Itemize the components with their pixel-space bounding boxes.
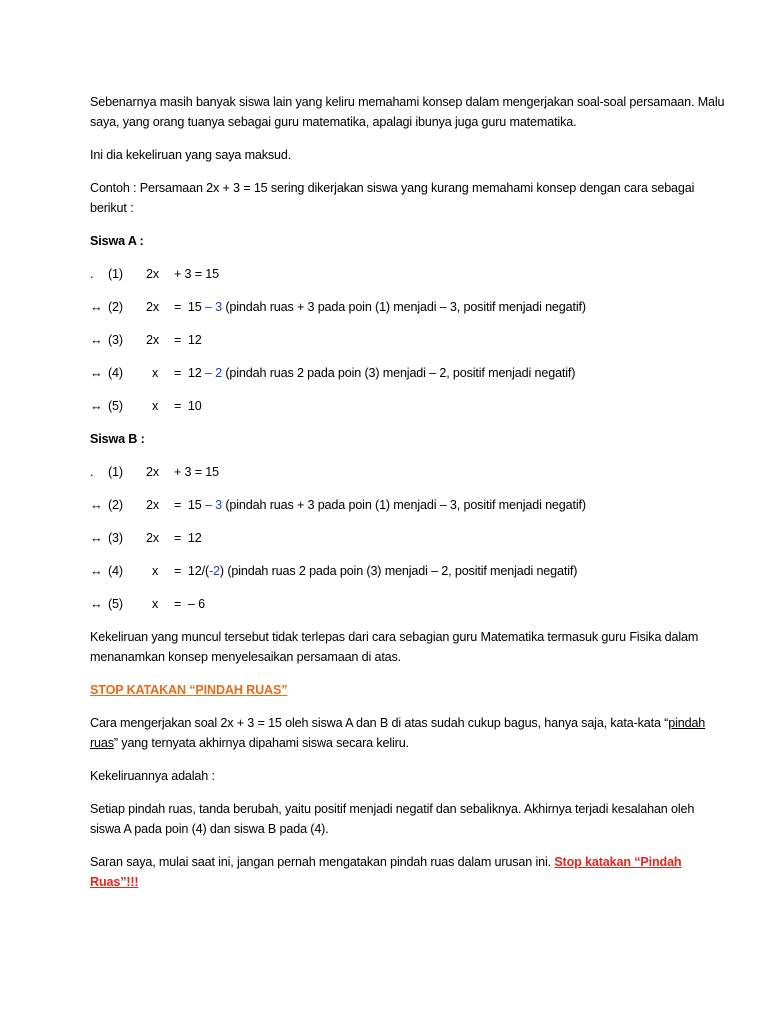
step-lhs: 2x xyxy=(146,465,160,479)
step-rhs: = – 6 xyxy=(174,597,205,611)
step-note: (pindah ruas + 3 pada poin (1) menjadi – 3, positif menjadi negatif) xyxy=(222,498,586,512)
equation-step xyxy=(90,561,728,581)
equivalence-symbol: ↔ xyxy=(90,597,103,611)
error-heading: Kekeliruannya adalah : xyxy=(90,769,215,783)
step-rhs: = 15 xyxy=(174,498,205,512)
step-lhs: x xyxy=(152,366,159,380)
equivalence-symbol: ↔ xyxy=(90,498,103,512)
equivalence-symbol: ↔ xyxy=(90,366,103,380)
step-number: (3) xyxy=(108,333,123,347)
step-lhs: 2x xyxy=(146,333,160,347)
explanation-text-after: ” yang ternyata akhirnya dipahami siswa secara keliru. xyxy=(113,736,409,750)
equation-step xyxy=(90,462,728,482)
step-rhs: + 3 = 15 xyxy=(174,465,220,479)
pindah-ruas-term: pindah ruas xyxy=(90,716,706,750)
siswa-a-steps xyxy=(90,264,728,416)
step-note: ) (pindah ruas 2 pada poin (3) menjadi – 2, positif menjadi negatif) xyxy=(219,564,578,578)
equation-step xyxy=(90,495,728,515)
step-lhs: x xyxy=(152,597,159,611)
step-rhs: + 3 = 15 xyxy=(174,267,220,281)
step-highlight: – 3 xyxy=(204,498,223,512)
explanation-text-before: Cara mengerjakan soal 2x + 3 = 15 oleh siswa A dan B di atas sudah cukup bagus, hanya saja, kata-kata “ xyxy=(90,716,669,730)
step-rhs: = 15 xyxy=(174,300,205,314)
example-paragraph: Contoh : Persamaan 2x + 3 = 15 sering dikerjakan siswa yang kurang memahami konsep dengan cara sebagai berikut : xyxy=(90,181,695,215)
step-note: (pindah ruas + 3 pada poin (1) menjadi – 3, positif menjadi negatif) xyxy=(222,300,586,314)
section-heading: STOP KATAKAN “PINDAH RUAS” xyxy=(90,683,288,697)
step-lhs: x xyxy=(152,399,159,413)
step-rhs: = 12 xyxy=(174,333,202,347)
step-number: (4) xyxy=(108,366,123,380)
siswa-b-label: Siswa B : xyxy=(90,432,145,446)
equivalence-symbol: ↔ xyxy=(90,333,103,347)
siswa-b-steps xyxy=(90,462,728,614)
step-rhs: = 12 xyxy=(174,366,205,380)
equation-step xyxy=(90,297,728,317)
step-number: (5) xyxy=(108,597,123,611)
error-paragraph: Setiap pindah ruas, tanda berubah, yaitu positif menjadi negatif dan sebaliknya. Akhirnya terjadi kesalahan oleh siswa A pada poin (4) dan siswa B pada (4). xyxy=(90,802,695,836)
step-number: (1) xyxy=(108,267,123,281)
advice-text: Saran saya, mulai saat ini, jangan pernah mengatakan pindah ruas dalam urusan ini. xyxy=(90,855,555,869)
step-lhs: 2x xyxy=(146,498,160,512)
step-number: (1) xyxy=(108,465,123,479)
intro-paragraph: Sebenarnya masih banyak siswa lain yang keliru memahami konsep dalam mengerjakan soal-soal persamaan. Malu saya, yang orang tuanya sebagai guru matematika, apalagi ibunya juga guru matematika. xyxy=(90,95,725,129)
equivalence-symbol: . xyxy=(90,465,94,479)
step-number: (4) xyxy=(108,564,123,578)
siswa-a-label: Siswa A : xyxy=(90,234,144,248)
explanation-paragraph xyxy=(90,713,728,753)
intro-statement: Ini dia kekeliruan yang saya maksud. xyxy=(90,148,292,162)
equivalence-symbol: ↔ xyxy=(90,531,103,545)
equivalence-symbol: ↔ xyxy=(90,564,103,578)
step-lhs: x xyxy=(152,564,159,578)
step-note: (pindah ruas 2 pada poin (3) menjadi – 2, positif menjadi negatif) xyxy=(222,366,576,380)
step-number: (3) xyxy=(108,531,123,545)
step-number: (2) xyxy=(108,498,123,512)
step-rhs: = 10 xyxy=(174,399,202,413)
equivalence-symbol: ↔ xyxy=(90,399,103,413)
equation-step xyxy=(90,363,728,383)
stop-callout: Stop katakan “Pindah Ruas”!!! xyxy=(90,855,682,889)
conclusion-paragraph: Kekeliruan yang muncul tersebut tidak terlepas dari cara sebagian guru Matematika termasuk guru Fisika dalam menanamkan konsep menyelesaikan persamaan di atas. xyxy=(90,630,699,664)
step-number: (2) xyxy=(108,300,123,314)
step-highlight: – 2 xyxy=(204,366,223,380)
step-number: (5) xyxy=(108,399,123,413)
step-lhs: 2x xyxy=(146,531,160,545)
step-lhs: 2x xyxy=(146,300,160,314)
advice-paragraph xyxy=(90,852,728,892)
step-highlight: -2 xyxy=(209,564,220,578)
equation-step xyxy=(90,396,728,416)
equation-step xyxy=(90,330,728,350)
step-rhs: = 12/( xyxy=(174,564,210,578)
equivalence-symbol: ↔ xyxy=(90,300,103,314)
equivalence-symbol: . xyxy=(90,267,94,281)
step-highlight: – 3 xyxy=(204,300,223,314)
step-rhs: = 12 xyxy=(174,531,202,545)
equation-step xyxy=(90,264,728,284)
equation-step xyxy=(90,594,728,614)
equation-step xyxy=(90,528,728,548)
step-lhs: 2x xyxy=(146,267,160,281)
